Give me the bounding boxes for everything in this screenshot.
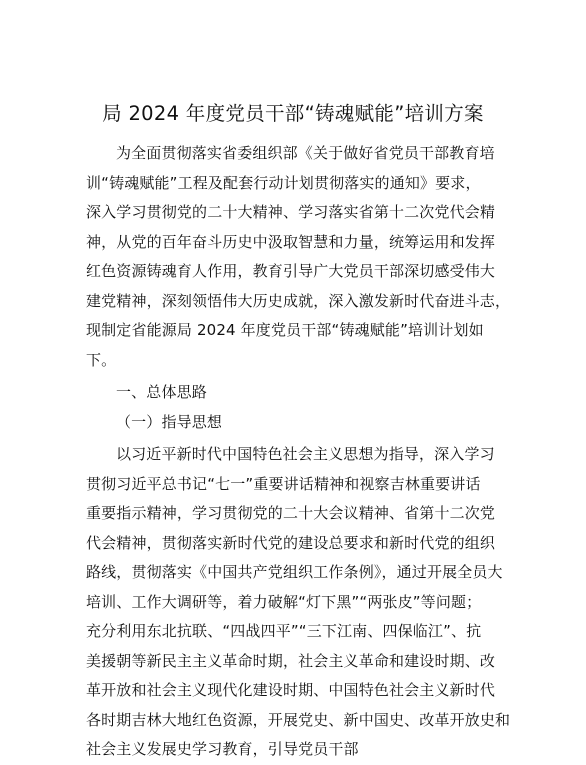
guiding-line: 重要指示精神，学习贯彻党的二十大会议精神、省第十二次党 <box>86 504 496 522</box>
guiding-line: 培训、工作大调研等，着力破解“灯下黑”“两张皮”等问题； <box>86 592 482 611</box>
section-heading: 一、总体思路 <box>116 383 207 401</box>
guiding-line: 社会主义发展史学习教育，引导党员干部 <box>86 740 359 758</box>
document-title: 局 2024 年度党员干部“铸魂赋能”培训方案 <box>102 102 484 125</box>
intro-line: 建党精神，深刻领悟伟大历史成就，深入激发新时代奋进斗志， <box>86 291 511 310</box>
guiding-line: 路线，贯彻落实《中国共产党组织工作条例》，通过开展全员大 <box>86 563 503 581</box>
document-body <box>86 139 511 765</box>
intro-line: 为全面贯彻落实省委组织部《关于做好省党员干部教育培 <box>116 144 495 162</box>
guiding-line: 代会精神，贯彻落实新时代党的建设总要求和新时代党的组织 <box>86 533 496 552</box>
subsection-heading: （一）指导思想 <box>116 412 223 431</box>
intro-line: 训“铸魂赋能”工程及配套行动计划贯彻落实的通知》要求， <box>86 173 481 192</box>
intro-line: 深入学习贯彻党的二十大精神、学习落实省第十二次党代会精 <box>86 203 496 221</box>
guiding-line: 充分利用东北抗联、“四战四平”“三下江南、四保临江”、抗 <box>86 622 482 640</box>
guiding-line: 各时期吉林大地红色资源，开展党史、新中国史、改革开放史和 <box>86 710 511 729</box>
guiding-line: 革开放和社会主义现代化建设时期、中国特色社会主义新时代 <box>86 681 496 699</box>
intro-line: 现制定省能源局 2024 年度党员干部“铸魂赋能”培训计划如 <box>86 321 484 339</box>
guiding-line: 美援朝等新民主主义革命时期，社会主义革命和建设时期、改 <box>86 651 496 670</box>
intro-line: 红色资源铸魂育人作用，教育引导广大党员干部深切感受伟大 <box>86 262 496 280</box>
guiding-line: 以习近平新时代中国特色社会主义思想为指导，深入学习 <box>116 445 495 463</box>
intro-line: 下。 <box>86 350 117 369</box>
guiding-line: 贯彻习近平总书记“七一”重要讲话精神和视察吉林重要讲话 <box>86 474 481 493</box>
intro-line: 神，从党的百年奋斗历史中汲取智慧和力量，统筹运用和发挥 <box>86 232 496 251</box>
